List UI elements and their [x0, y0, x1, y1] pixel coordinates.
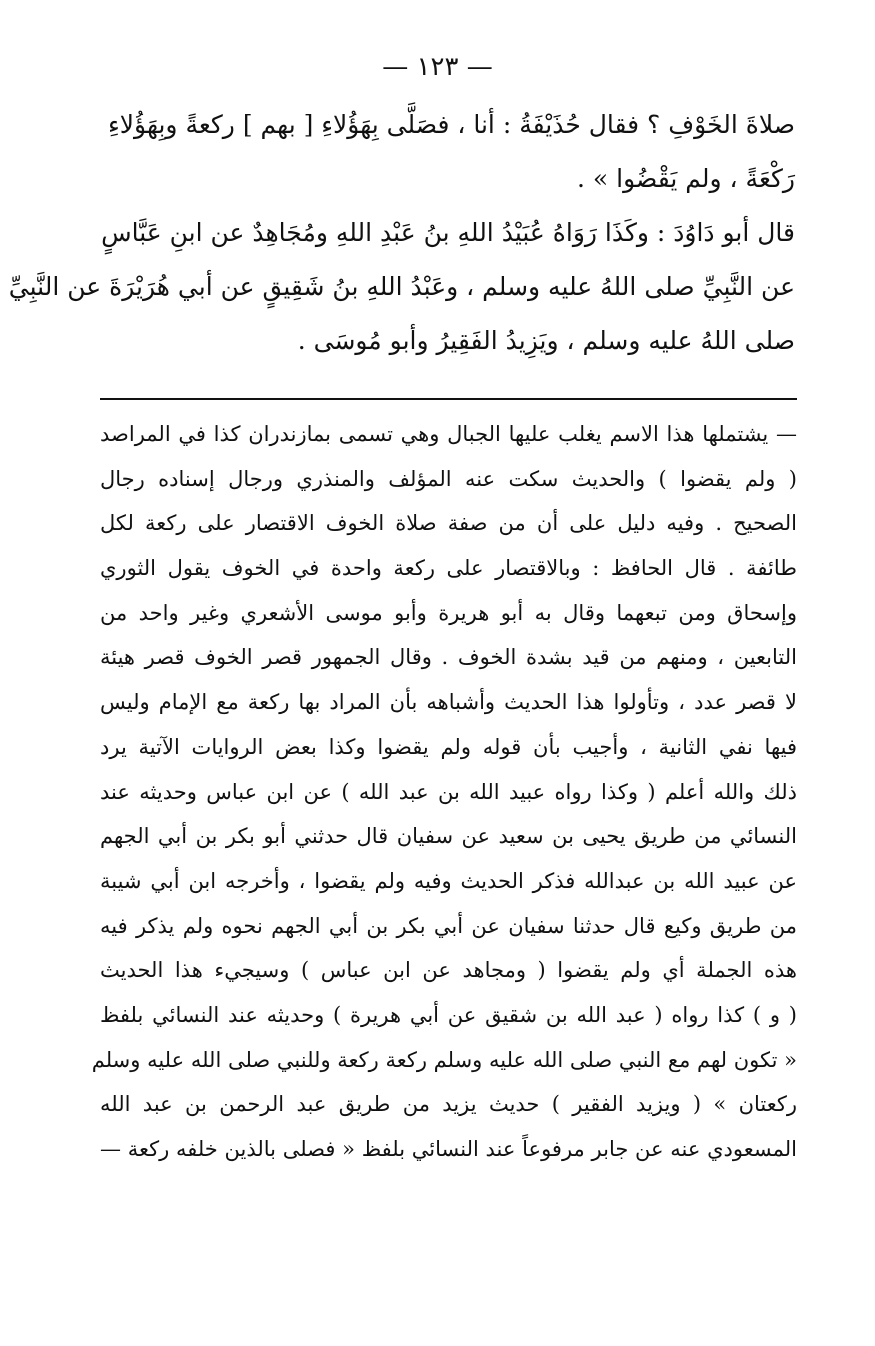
footnote-line: الصحيح . وفيه دليل على أن من صفة صلاة الخوف الاقتصار على ركعة لكل	[100, 511, 797, 536]
main-text-line: قال أبو دَاوُدَ : وكَذَا رَوَاهُ عُبَيْدُ اللهِ بنُ عَبْدِ اللهِ ومُجَاهِدٌ عن ابنِ عَبَّاسٍ	[101, 218, 795, 247]
main-text-line: عن النَّبِيِّ صلى اللهُ عليه وسلم ، وعَبْدُ اللهِ بنُ شَقِيقٍ عن أبي هُرَيْرَةَ عن النَّبِيِّ	[8, 272, 795, 301]
footnote-line: فيها نفي الثانية ، وأجيب بأن قوله ولم يقضوا وكذا بعض الروايات الآتية يرد	[100, 734, 797, 759]
footnote-line: ركعتان » ( ويزيد الفقير ) حديث يزيد من طريق عبد الرحمن بن عبد الله	[100, 1092, 797, 1117]
footnote-line: — يشتملها هذا الاسم يغلب عليها الجبال وهي تسمى بمازندران كذا في المراصد	[100, 422, 797, 446]
footnote-line: « تكون لهم مع النبي صلى الله عليه وسلم ركعة ركعة وللنبي صلى الله عليه وسلم	[91, 1047, 797, 1072]
main-text-block	[8, 98, 795, 368]
footnote-divider	[100, 398, 797, 400]
footnote-line: النسائي من طريق يحيى بن سعيد عن سفيان قال حدثني أبو بكر بن أبي الجهم	[100, 824, 797, 849]
footnote-line: لا قصر عدد ، وتأولوا هذا الحديث وأشباهه بأن المراد بها ركعة مع الإمام وليس	[100, 690, 797, 715]
footnote-line: وإسحاق ومن تبعهما وقال به أبو هريرة وأبو موسى الأشعري وغير واحد من	[100, 600, 797, 625]
page-number: — ١٢٣ —	[382, 52, 493, 82]
footnote-line: التابعين ، ومنهم من قيد بشدة الخوف . وقال الجمهور قصر الخوف قصر هيئة	[100, 645, 797, 670]
main-text-line: صلاةَ الخَوْفِ ؟ فقال حُذَيْفَةُ : أنا ، فصَلَّى بِهَؤُلاءِ [ بهم ] ركعةً وبِهَؤُلاءِ	[108, 110, 795, 139]
footnote-line: هذه الجملة أي ولم يقضوا ( ومجاهد عن ابن عباس ) وسيجيء هذا الحديث	[100, 958, 797, 983]
footnote-line: طائفة . قال الحافظ : وبالاقتصار على ركعة واحدة في الخوف يقول الثوري	[100, 556, 797, 581]
footnote-line: من طريق وكيع قال حدثنا سفيان عن أبي بكر بن أبي الجهم نحوه ولم يذكر فيه	[100, 913, 797, 938]
main-text-line: رَكْعَةً ، ولم يَقْضُوا » .	[577, 164, 795, 193]
footnote-line: ( و ) كذا رواه ( عبد الله بن شقيق عن أبي هريرة ) وحديثه عند النسائي بلفظ	[100, 1002, 797, 1027]
footnotes-block	[91, 412, 797, 1172]
footnote-line: ذلك والله أعلم ( وكذا رواه عبيد الله بن عبد الله ) عن ابن عباس وحديثه عند	[100, 779, 797, 804]
footnote-line: ( ولم يقضوا ) والحديث سكت عنه المؤلف والمنذري ورجال إسناده رجال	[100, 466, 797, 491]
main-text-line: صلى اللهُ عليه وسلم ، ويَزِيدُ الفَقِيرُ وأبو مُوسَى .	[297, 326, 795, 355]
footnote-line: عن عبيد الله بن عبدالله فذكر الحديث وفيه ولم يقضوا ، وأخرجه ابن أبي شيبة	[100, 868, 797, 893]
footnote-line: المسعودي عنه عن جابر مرفوعاً عند النسائي بلفظ « فصلى بالذين خلفه ركعة —	[100, 1137, 797, 1161]
